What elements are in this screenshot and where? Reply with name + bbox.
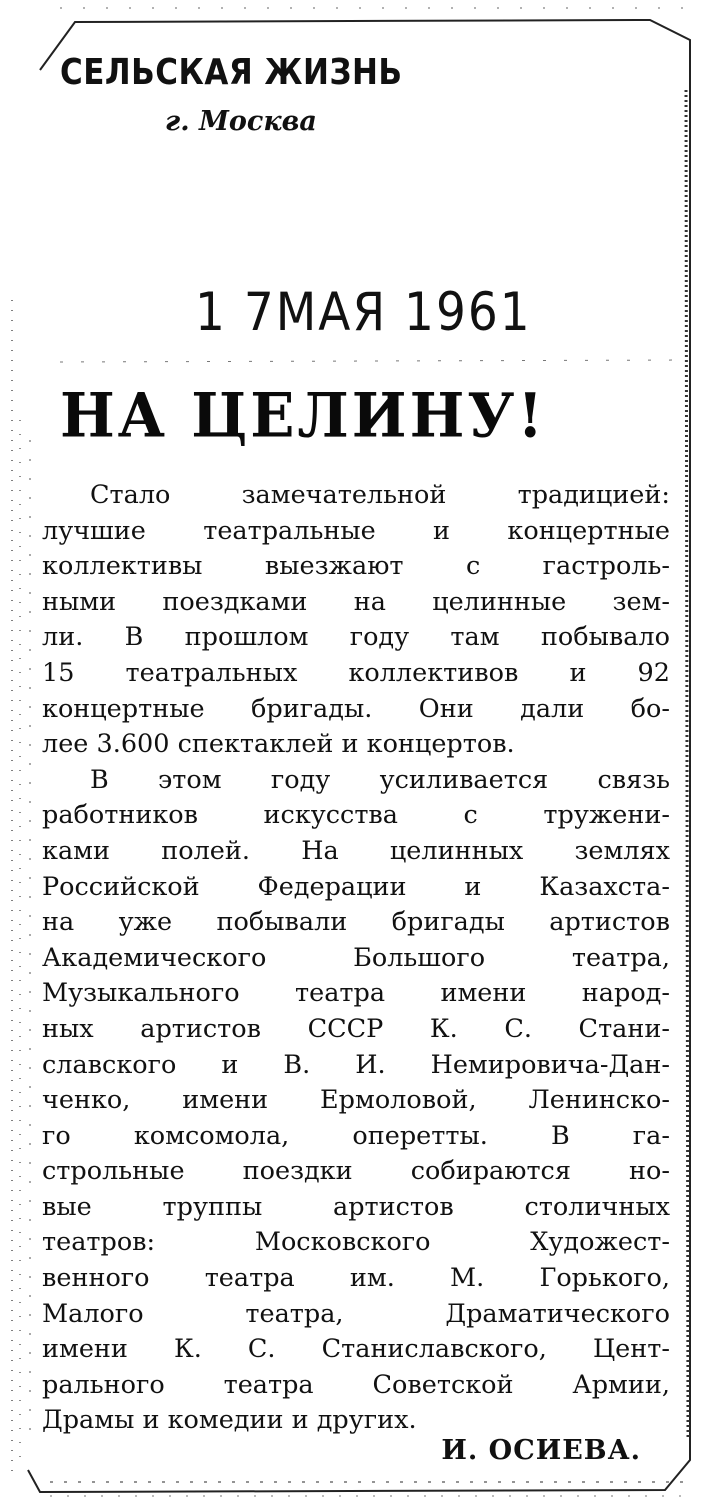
article-line: ченко, имени Ермоловой, Ленинско-: [42, 1085, 670, 1116]
article-body: [42, 478, 670, 1439]
paragraph-2: [42, 763, 670, 1439]
date-stamp: 1 7МАЯ 1961: [195, 282, 532, 344]
article-line: коллективы выезжают с гастроль-: [42, 551, 670, 582]
newspaper-name: СЕЛЬСКАЯ ЖИЗНЬ: [60, 52, 403, 94]
article-line: ными поездками на целинные зем-: [42, 586, 670, 617]
article-line: строльные поездки собираются но-: [42, 1156, 670, 1187]
article-line: ли. В прошлом году там побывало: [42, 622, 670, 653]
article-line: работников искусства с тружени-: [42, 800, 670, 831]
article-line: лее 3.600 спектаклей и концертов.: [42, 729, 515, 760]
article-line: Музыкального театра имени народ-: [42, 978, 670, 1009]
article-line: В этом году усиливается связь: [90, 764, 670, 795]
author-byline: И. ОСИЕВА.: [441, 1435, 641, 1466]
article-line: лучшие театральные и концертные: [42, 515, 670, 546]
article-line: театров: Московского Художест-: [42, 1227, 670, 1258]
article-line: го комсомола, оперетты. В га-: [42, 1120, 670, 1151]
article-headline: НА ЦЕЛИНУ!: [60, 380, 546, 452]
paragraph-1: [42, 478, 670, 763]
article-line: рального театра Советской Армии,: [42, 1369, 670, 1400]
newspaper-stamp: [60, 52, 440, 137]
article-line: Академического Большого театра,: [42, 942, 670, 973]
article-line: славского и В. И. Немировича-Дан-: [42, 1049, 670, 1080]
article-line: имени К. С. Станиславского, Цент-: [42, 1334, 670, 1365]
newspaper-city: г. Москва: [165, 106, 317, 137]
article-line: ных артистов СССР К. С. Стани-: [42, 1013, 670, 1044]
article-line: Малого театра, Драматического: [42, 1298, 670, 1329]
article-line: 15 театральных коллективов и 92: [42, 657, 670, 688]
article-line: Российской Федерации и Казахста-: [42, 871, 670, 902]
article-line: Стало замечательной традицией:: [90, 480, 670, 510]
article-line: венного театра им. М. Горького,: [42, 1263, 670, 1294]
article-line: концертные бригады. Они дали бо-: [42, 693, 670, 724]
article-line: Драмы и комедии и других.: [42, 1405, 417, 1436]
article-line: на уже побывали бригады артистов: [42, 907, 670, 938]
article-line: вые труппы артистов столичных: [42, 1191, 670, 1222]
article-line: ками полей. На целинных землях: [42, 835, 670, 866]
